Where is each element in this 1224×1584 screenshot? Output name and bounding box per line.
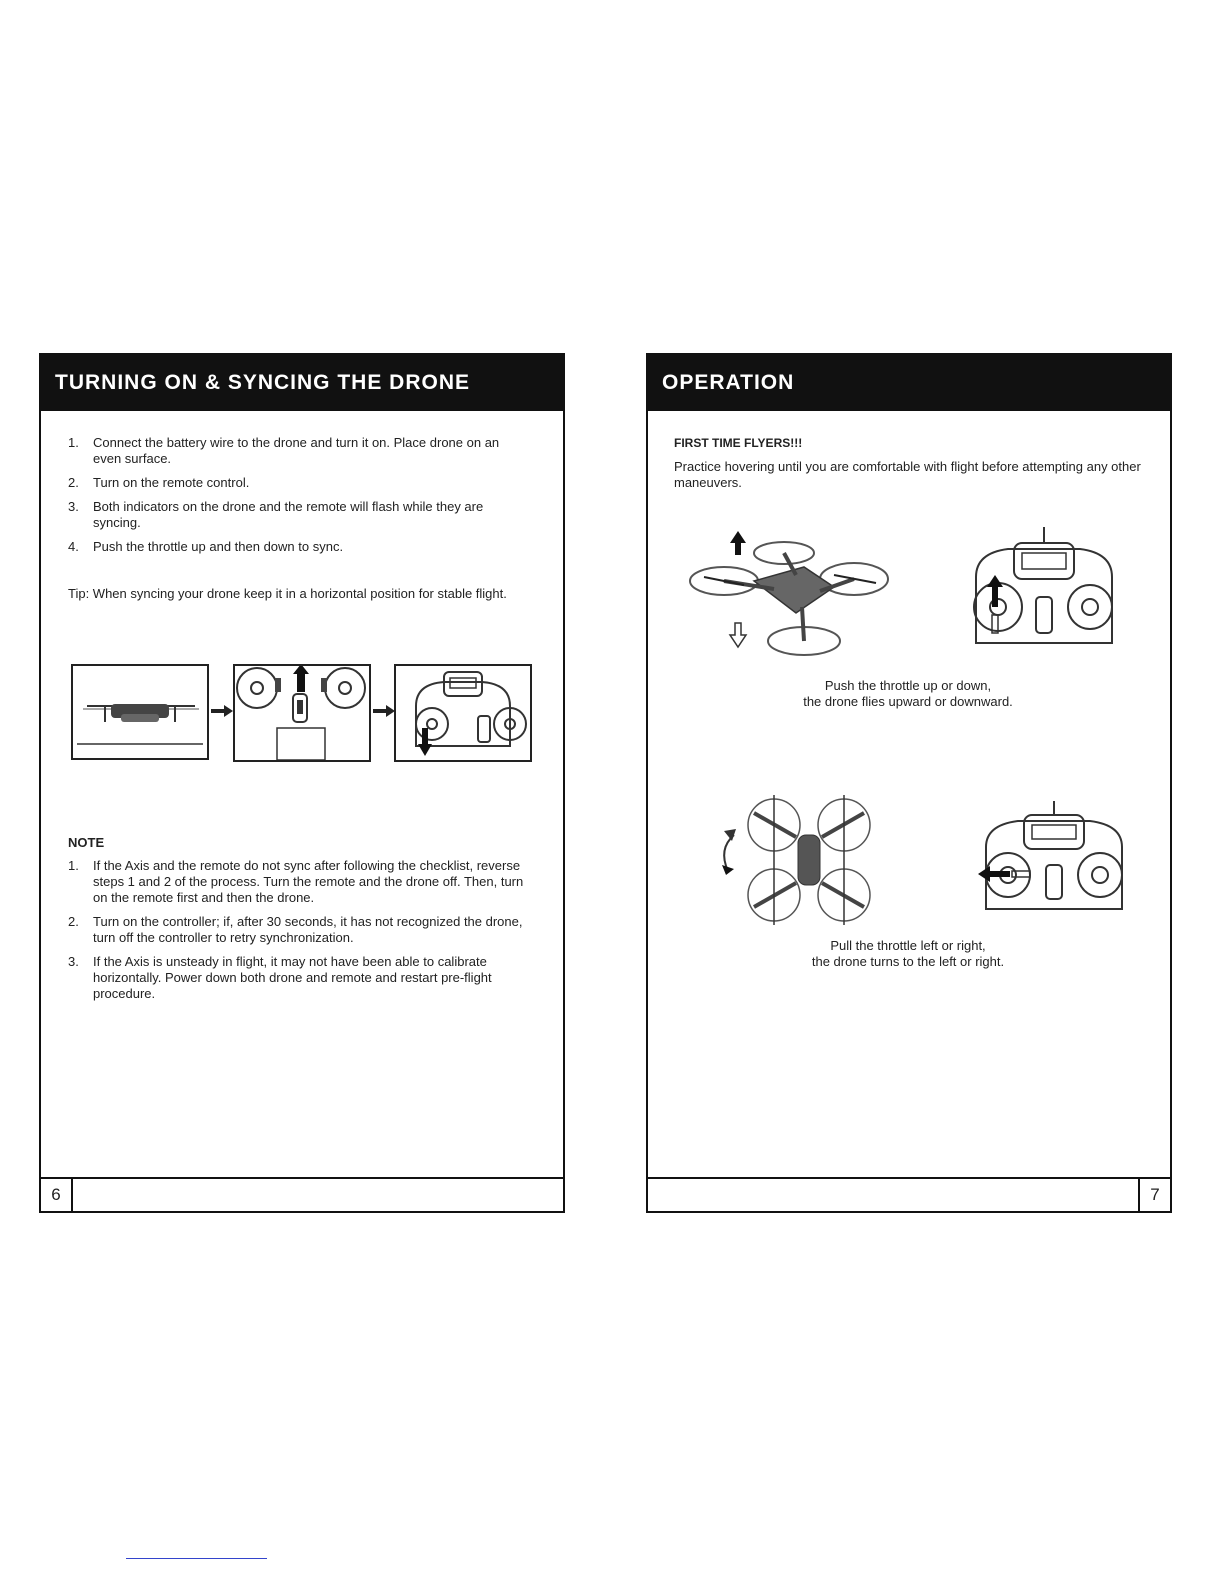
caption-up-down: Push the throttle up or down, the drone flies upward or downward. [803,678,1013,709]
page-number: 7 [1138,1179,1170,1211]
page-right [646,353,1172,1213]
section-title: TURNING ON & SYNCING THE DRONE [41,355,563,411]
bottom-rule [126,1558,267,1559]
remote-throttle-horizontal-illustration [978,801,1130,913]
note-heading: NOTE [68,835,105,850]
drone-up-down-illustration [684,531,894,661]
first-time-heading: FIRST TIME FLYERS!!! [674,436,803,450]
remote-throttle-up-figure [233,664,371,762]
sync-steps-list [68,435,528,563]
page-footer [648,1177,1170,1211]
intro-text: Practice hovering until you are comfortable with flight before attempting any other maneuvers. [674,459,1141,490]
page-number: 6 [41,1179,73,1211]
drone-rotate-illustration [704,795,874,925]
arrow-right-icon [211,705,233,717]
list-item: 2. Turn on the remote control. [68,475,250,490]
page-footer [41,1177,563,1211]
remote-throttle-down-figure [394,664,532,762]
caption-left-right: Pull the throttle left or right, the drone turns to the left or right. [811,938,1005,969]
list-item: 3. Both indicators on the drone and the remote will flash while they are syncing. [68,499,484,530]
section-title: OPERATION [648,355,1170,411]
drone-level-figure [71,664,209,760]
list-item: 1. Connect the battery wire to the drone and turn it on. Place drone on an even surface. [68,435,500,466]
list-item: 1. If the Axis and the remote do not sync after following the checklist, reverse steps 1 and 2 of the process. Turn the remote and the drone off. Then, turn on the remote first and then the drone. [68,858,524,905]
arrow-right-icon [373,705,395,717]
list-item: 2. Turn on the controller; if, after 30 seconds, it has not recognized the drone, turn off the controller to retry synchronization. [68,914,523,945]
list-item: 3. If the Axis is unsteady in flight, it may not have been able to calibrate horizontally. Power down both drone and remote and restart pre-flight procedure. [68,954,492,1001]
page-left [39,353,565,1213]
remote-throttle-vertical-illustration [968,527,1120,647]
note-list [68,858,528,1010]
tip-text: Tip: When syncing your drone keep it in a horizontal position for stable flight. [68,586,507,601]
list-item: 4. Push the throttle up and then down to sync. [68,539,344,554]
